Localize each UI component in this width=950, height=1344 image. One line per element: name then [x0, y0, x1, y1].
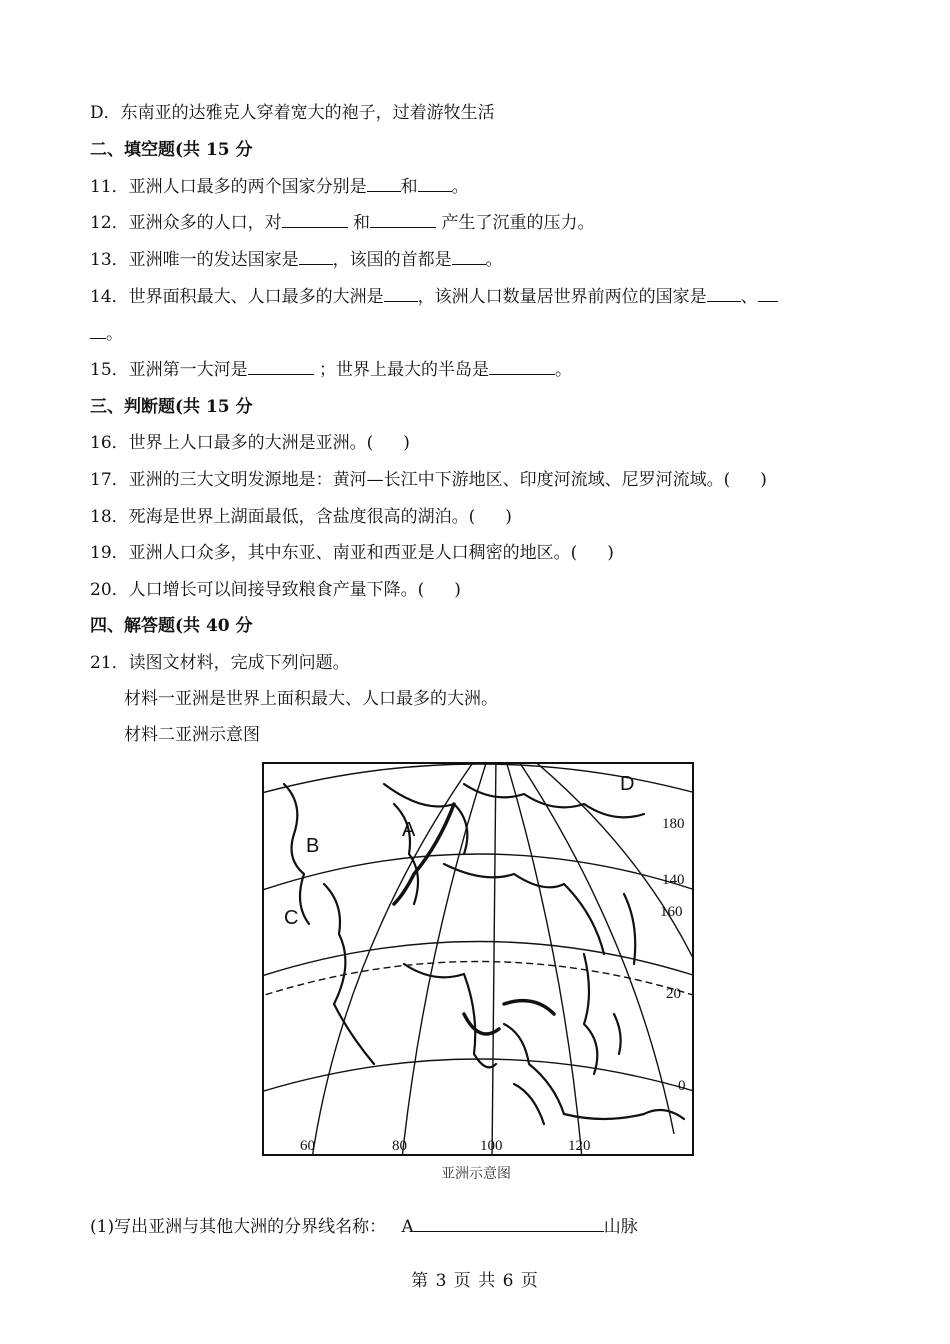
- q19-close: ): [607, 543, 614, 563]
- lat-label-20: 20: [666, 986, 681, 1002]
- q14-text-d: 。: [106, 324, 123, 344]
- q15-blank-2[interactable]: [489, 359, 555, 375]
- lon-label-180: 180: [662, 816, 685, 832]
- lon-label-140: 140: [662, 872, 685, 888]
- q13-text-b: ，该国的首都是: [332, 250, 452, 270]
- question-15: [90, 359, 572, 381]
- longitude-140: [514, 764, 674, 1134]
- question-14-continued: [90, 323, 123, 345]
- q20-close: ): [454, 580, 461, 600]
- material-1: 材料一亚洲是世界上面积最大、人口最多的大洲。: [124, 689, 498, 709]
- longitude-100: [492, 764, 496, 1154]
- question-14: [90, 286, 778, 308]
- q12-text-a: 12．亚洲众多的人口，对: [90, 213, 282, 233]
- q19-text: 19．亚洲人口众多，其中东亚、南亚和西亚是人口稠密的地区。(: [90, 543, 578, 563]
- q13-text-a: 13．亚洲唯一的发达国家是: [90, 250, 299, 270]
- question-20: [90, 579, 461, 601]
- q14-blank-3a[interactable]: [758, 286, 778, 302]
- latitude-arc-0: [264, 1059, 692, 1104]
- page-footer: 第 3 页 共 6 页: [411, 1271, 539, 1291]
- q14-text-b: ，该洲人口数量居世界前两位的国家是: [417, 287, 707, 307]
- question-12: [90, 212, 594, 234]
- mountain-ranges: [394, 804, 554, 1034]
- latitude-arc-tropic: [264, 962, 692, 1010]
- section-3-heading: 三、判断题(共 15 分: [90, 397, 253, 417]
- q11-blank-2[interactable]: [418, 176, 452, 192]
- map-caption: 亚洲示意图: [441, 1166, 511, 1182]
- q12-text-b: 和: [347, 213, 371, 233]
- q15-text-b: ；世界上最大的半岛是: [319, 360, 490, 380]
- q15-text-a: 15．亚洲第一大河是: [90, 360, 248, 380]
- q11-text-a: 11．亚洲人口最多的两个国家分别是: [90, 177, 367, 197]
- lon-label-120: 120: [568, 1138, 591, 1154]
- q17-close: ): [760, 470, 767, 490]
- asia-map: [262, 762, 694, 1156]
- map-label-b: B: [306, 835, 320, 857]
- lon-label-80: 80: [392, 1138, 407, 1154]
- asia-map-svg: [264, 764, 692, 1154]
- q14-blank-1[interactable]: [384, 286, 418, 302]
- q15-blank-1[interactable]: [248, 359, 314, 375]
- lat-label-0: 0: [678, 1078, 686, 1094]
- q16-text: 16．世界上人口最多的大洲是亚洲。(: [90, 433, 374, 453]
- material-2: 材料二亚洲示意图: [124, 725, 260, 745]
- q13-text-c: 。: [485, 250, 503, 270]
- question-16: [90, 432, 410, 454]
- q12-text-c: 产生了沉重的压力。: [436, 213, 595, 233]
- q14-blank-2[interactable]: [707, 286, 741, 302]
- latitude-arc-40: [264, 854, 692, 904]
- longitude-120: [504, 764, 582, 1154]
- q13-blank-1[interactable]: [299, 249, 333, 265]
- q21-1-blank[interactable]: [414, 1216, 604, 1232]
- question-18: [90, 506, 512, 528]
- question-19: [90, 542, 614, 564]
- q15-text-c: 。: [555, 360, 573, 380]
- q18-close: ): [505, 507, 512, 527]
- q13-blank-2[interactable]: [452, 249, 486, 265]
- q21-1-text-a: (1)写出亚洲与其他大洲的分界线名称：: [90, 1217, 387, 1237]
- q11-blank-1[interactable]: [367, 176, 401, 192]
- q18-text: 18．死海是世界上湖面最低，含盐度很高的湖泊。(: [90, 507, 476, 527]
- q14-text-c: 、: [740, 287, 758, 307]
- question-17: [90, 469, 767, 491]
- question-11: [90, 176, 469, 198]
- longitude-60: [312, 764, 479, 1154]
- section-2-heading: 二、填空题(共 15 分: [90, 140, 253, 160]
- q21-1-text-b: A: [401, 1217, 414, 1237]
- q16-close: ): [403, 433, 410, 453]
- map-label-d: D: [620, 773, 635, 795]
- lon-label-60: 60: [300, 1138, 315, 1154]
- map-label-c: C: [284, 907, 299, 929]
- q14-text-a: 14．世界面积最大、人口最多的大洲是: [90, 287, 384, 307]
- q12-blank-2[interactable]: [370, 212, 436, 228]
- question-21: 21．读图文材料，完成下列问题。: [90, 653, 350, 673]
- section-4-heading: 四、解答题(共 40 分: [90, 616, 253, 636]
- q21-1-text-c: 山脉: [603, 1217, 638, 1237]
- q20-text: 20．人口增长可以间接导致粮食产量下降。(: [90, 580, 425, 600]
- lon-label-160: 160: [660, 904, 683, 920]
- q12-blank-1[interactable]: [282, 212, 348, 228]
- map-label-a: A: [402, 819, 416, 841]
- q11-text-b: 和: [400, 177, 418, 197]
- q17-text: 17．亚洲的三大文明发源地是：黄河—长江中下游地区、印度河流域、尼罗河流域。(: [90, 470, 731, 490]
- q11-text-c: 。: [451, 177, 469, 197]
- option-d: D．东南亚的达雅克人穿着宽大的袍子，过着游牧生活: [90, 103, 495, 123]
- q14-blank-3b[interactable]: [90, 323, 106, 339]
- question-13: [90, 249, 503, 271]
- latitude-arc-20: [264, 942, 692, 990]
- question-21-1: [90, 1216, 638, 1238]
- lon-label-100: 100: [480, 1138, 503, 1154]
